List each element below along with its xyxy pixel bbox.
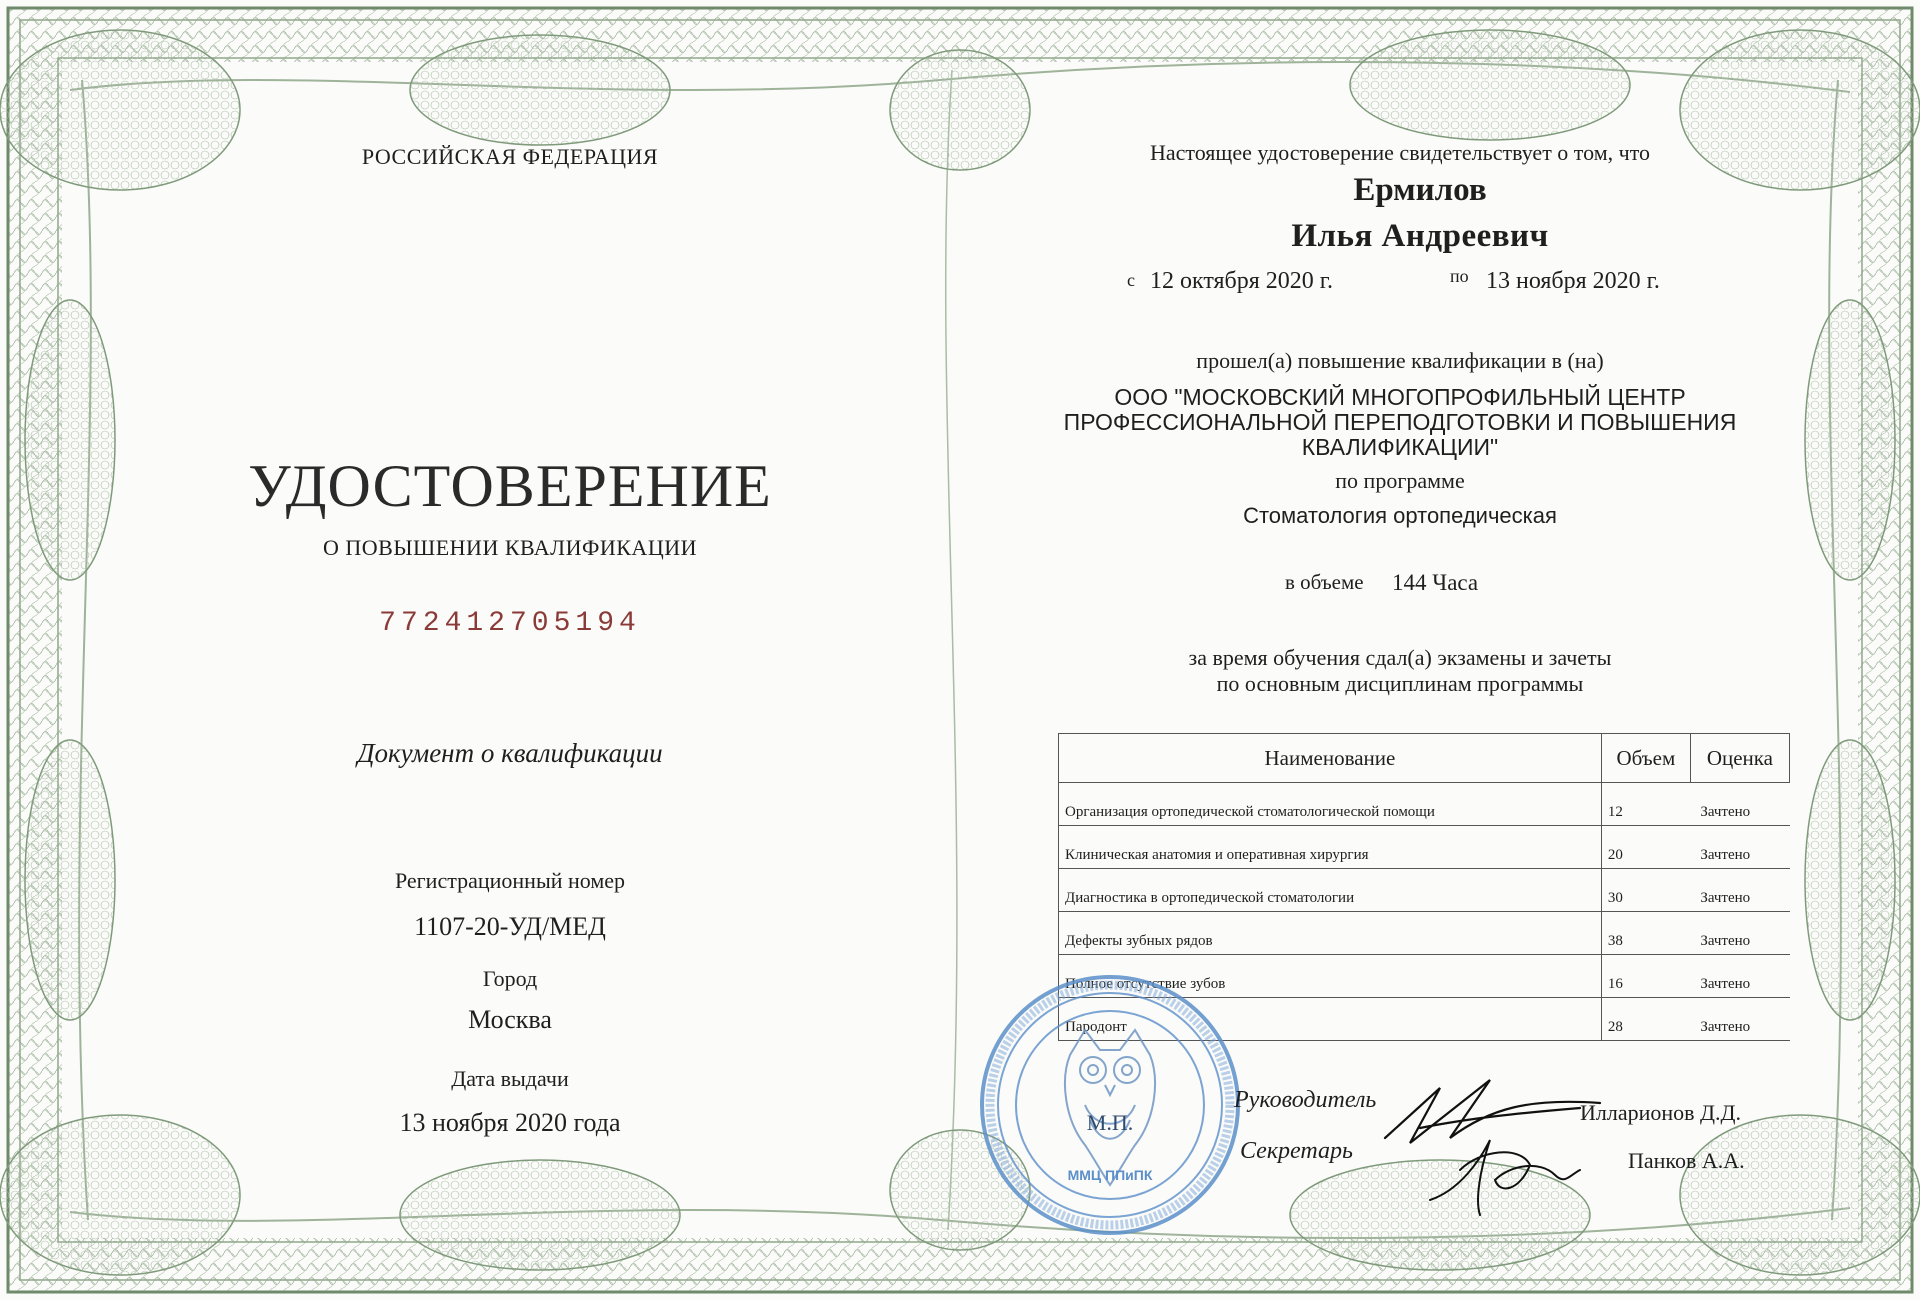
exams-line-2: по основным дисциплинам программы bbox=[1216, 671, 1584, 696]
row-grade: Зачтено bbox=[1690, 912, 1789, 955]
registration-label: Регистрационный номер bbox=[394, 868, 626, 893]
program-label: по программе bbox=[1335, 468, 1465, 493]
head-name: Илларионов Д.Д. bbox=[1580, 1100, 1742, 1125]
issue-date: 13 ноября 2020 года bbox=[399, 1108, 621, 1137]
volume-label: в объеме bbox=[1285, 570, 1364, 594]
owl-emblem-icon bbox=[1065, 1030, 1155, 1185]
city-value: Москва bbox=[468, 1005, 552, 1034]
period-to-prefix: по bbox=[1450, 266, 1469, 286]
row-volume: 30 bbox=[1601, 869, 1690, 912]
row-name: Дефекты зубных рядов bbox=[1059, 912, 1602, 955]
table-row bbox=[1059, 869, 1790, 912]
secretary-name: Панков А.А. bbox=[1628, 1148, 1745, 1173]
row-name: Полное отсутствие зубов bbox=[1059, 955, 1602, 998]
intro-text: Настоящее удостоверение свидетельствует о том, что bbox=[1149, 140, 1651, 165]
table-header-row bbox=[1059, 734, 1790, 783]
organization-name: ООО "МОСКОВСКИЙ МНОГОПРОФИЛЬНЫЙ ЦЕНТР ПРОФЕССИОНАЛЬНОЙ ПЕРЕПОДГОТОВКИ И ПОВЫШЕНИЯ КВАЛИФИКАЦИИ" bbox=[1063, 384, 1737, 460]
city-label: Город bbox=[482, 966, 538, 991]
volume-value: 144 Часа bbox=[1392, 570, 1479, 595]
row-name: Организация ортопедической стоматологической помощи bbox=[1059, 783, 1602, 826]
row-volume: 12 bbox=[1601, 783, 1690, 826]
stamp-bottom-text: ММЦ ППиПК bbox=[1067, 1167, 1153, 1183]
exams-text bbox=[1040, 645, 1760, 697]
row-name: Пародонт bbox=[1059, 998, 1602, 1041]
row-volume: 20 bbox=[1601, 826, 1690, 869]
period-from-prefix: с bbox=[1127, 270, 1135, 290]
holder-surname: Ермилов bbox=[1353, 172, 1487, 208]
row-volume: 16 bbox=[1601, 955, 1690, 998]
country-heading: РОССИЙСКАЯ ФЕДЕРАЦИЯ bbox=[361, 144, 659, 169]
row-grade: Зачтено bbox=[1690, 826, 1789, 869]
passed-text: прошел(а) повышение квалификации в (на) bbox=[1196, 348, 1604, 373]
secretary-label: Секретарь bbox=[1240, 1138, 1353, 1164]
header-grade: Оценка bbox=[1690, 734, 1789, 783]
issue-date-label: Дата выдачи bbox=[451, 1066, 569, 1091]
document-title: УДОСТОВЕРЕНИЕ bbox=[248, 453, 772, 519]
table-row bbox=[1059, 912, 1790, 955]
row-name: Клиническая анатомия и оперативная хирургия bbox=[1059, 826, 1602, 869]
document-subtitle: О ПОВЫШЕНИИ КВАЛИФИКАЦИИ bbox=[323, 535, 697, 560]
period-from: 12 октября 2020 г. bbox=[1150, 268, 1333, 294]
row-volume: 38 bbox=[1601, 912, 1690, 955]
row-grade: Зачтено bbox=[1690, 998, 1789, 1041]
head-label: Руководитель bbox=[1234, 1087, 1377, 1113]
row-volume: 28 bbox=[1601, 998, 1690, 1041]
program-name: Стоматология ортопедическая bbox=[1243, 503, 1557, 528]
registration-number: 1107-20-УД/МЕД bbox=[414, 912, 606, 941]
serial-number: 772412705194 bbox=[379, 608, 641, 639]
table-row bbox=[1059, 783, 1790, 826]
period-to: 13 ноября 2020 г. bbox=[1486, 268, 1660, 294]
holder-given-name: Илья Андреевич bbox=[1291, 218, 1549, 254]
header-volume: Объем bbox=[1601, 734, 1690, 783]
official-stamp bbox=[975, 970, 1245, 1240]
table-row bbox=[1059, 826, 1790, 869]
stamp-center-text: М.П. bbox=[1086, 1110, 1134, 1135]
row-grade: Зачтено bbox=[1690, 869, 1789, 912]
document-kind: Документ о квалификации bbox=[357, 738, 663, 768]
secretary-signature bbox=[1420, 1120, 1590, 1220]
row-grade: Зачтено bbox=[1690, 783, 1789, 826]
row-name: Диагностика в ортопедической стоматологии bbox=[1059, 869, 1602, 912]
exams-line-1: за время обучения сдал(а) экзамены и зачеты bbox=[1188, 645, 1612, 670]
header-name: Наименование bbox=[1059, 734, 1602, 783]
row-grade: Зачтено bbox=[1690, 955, 1789, 998]
